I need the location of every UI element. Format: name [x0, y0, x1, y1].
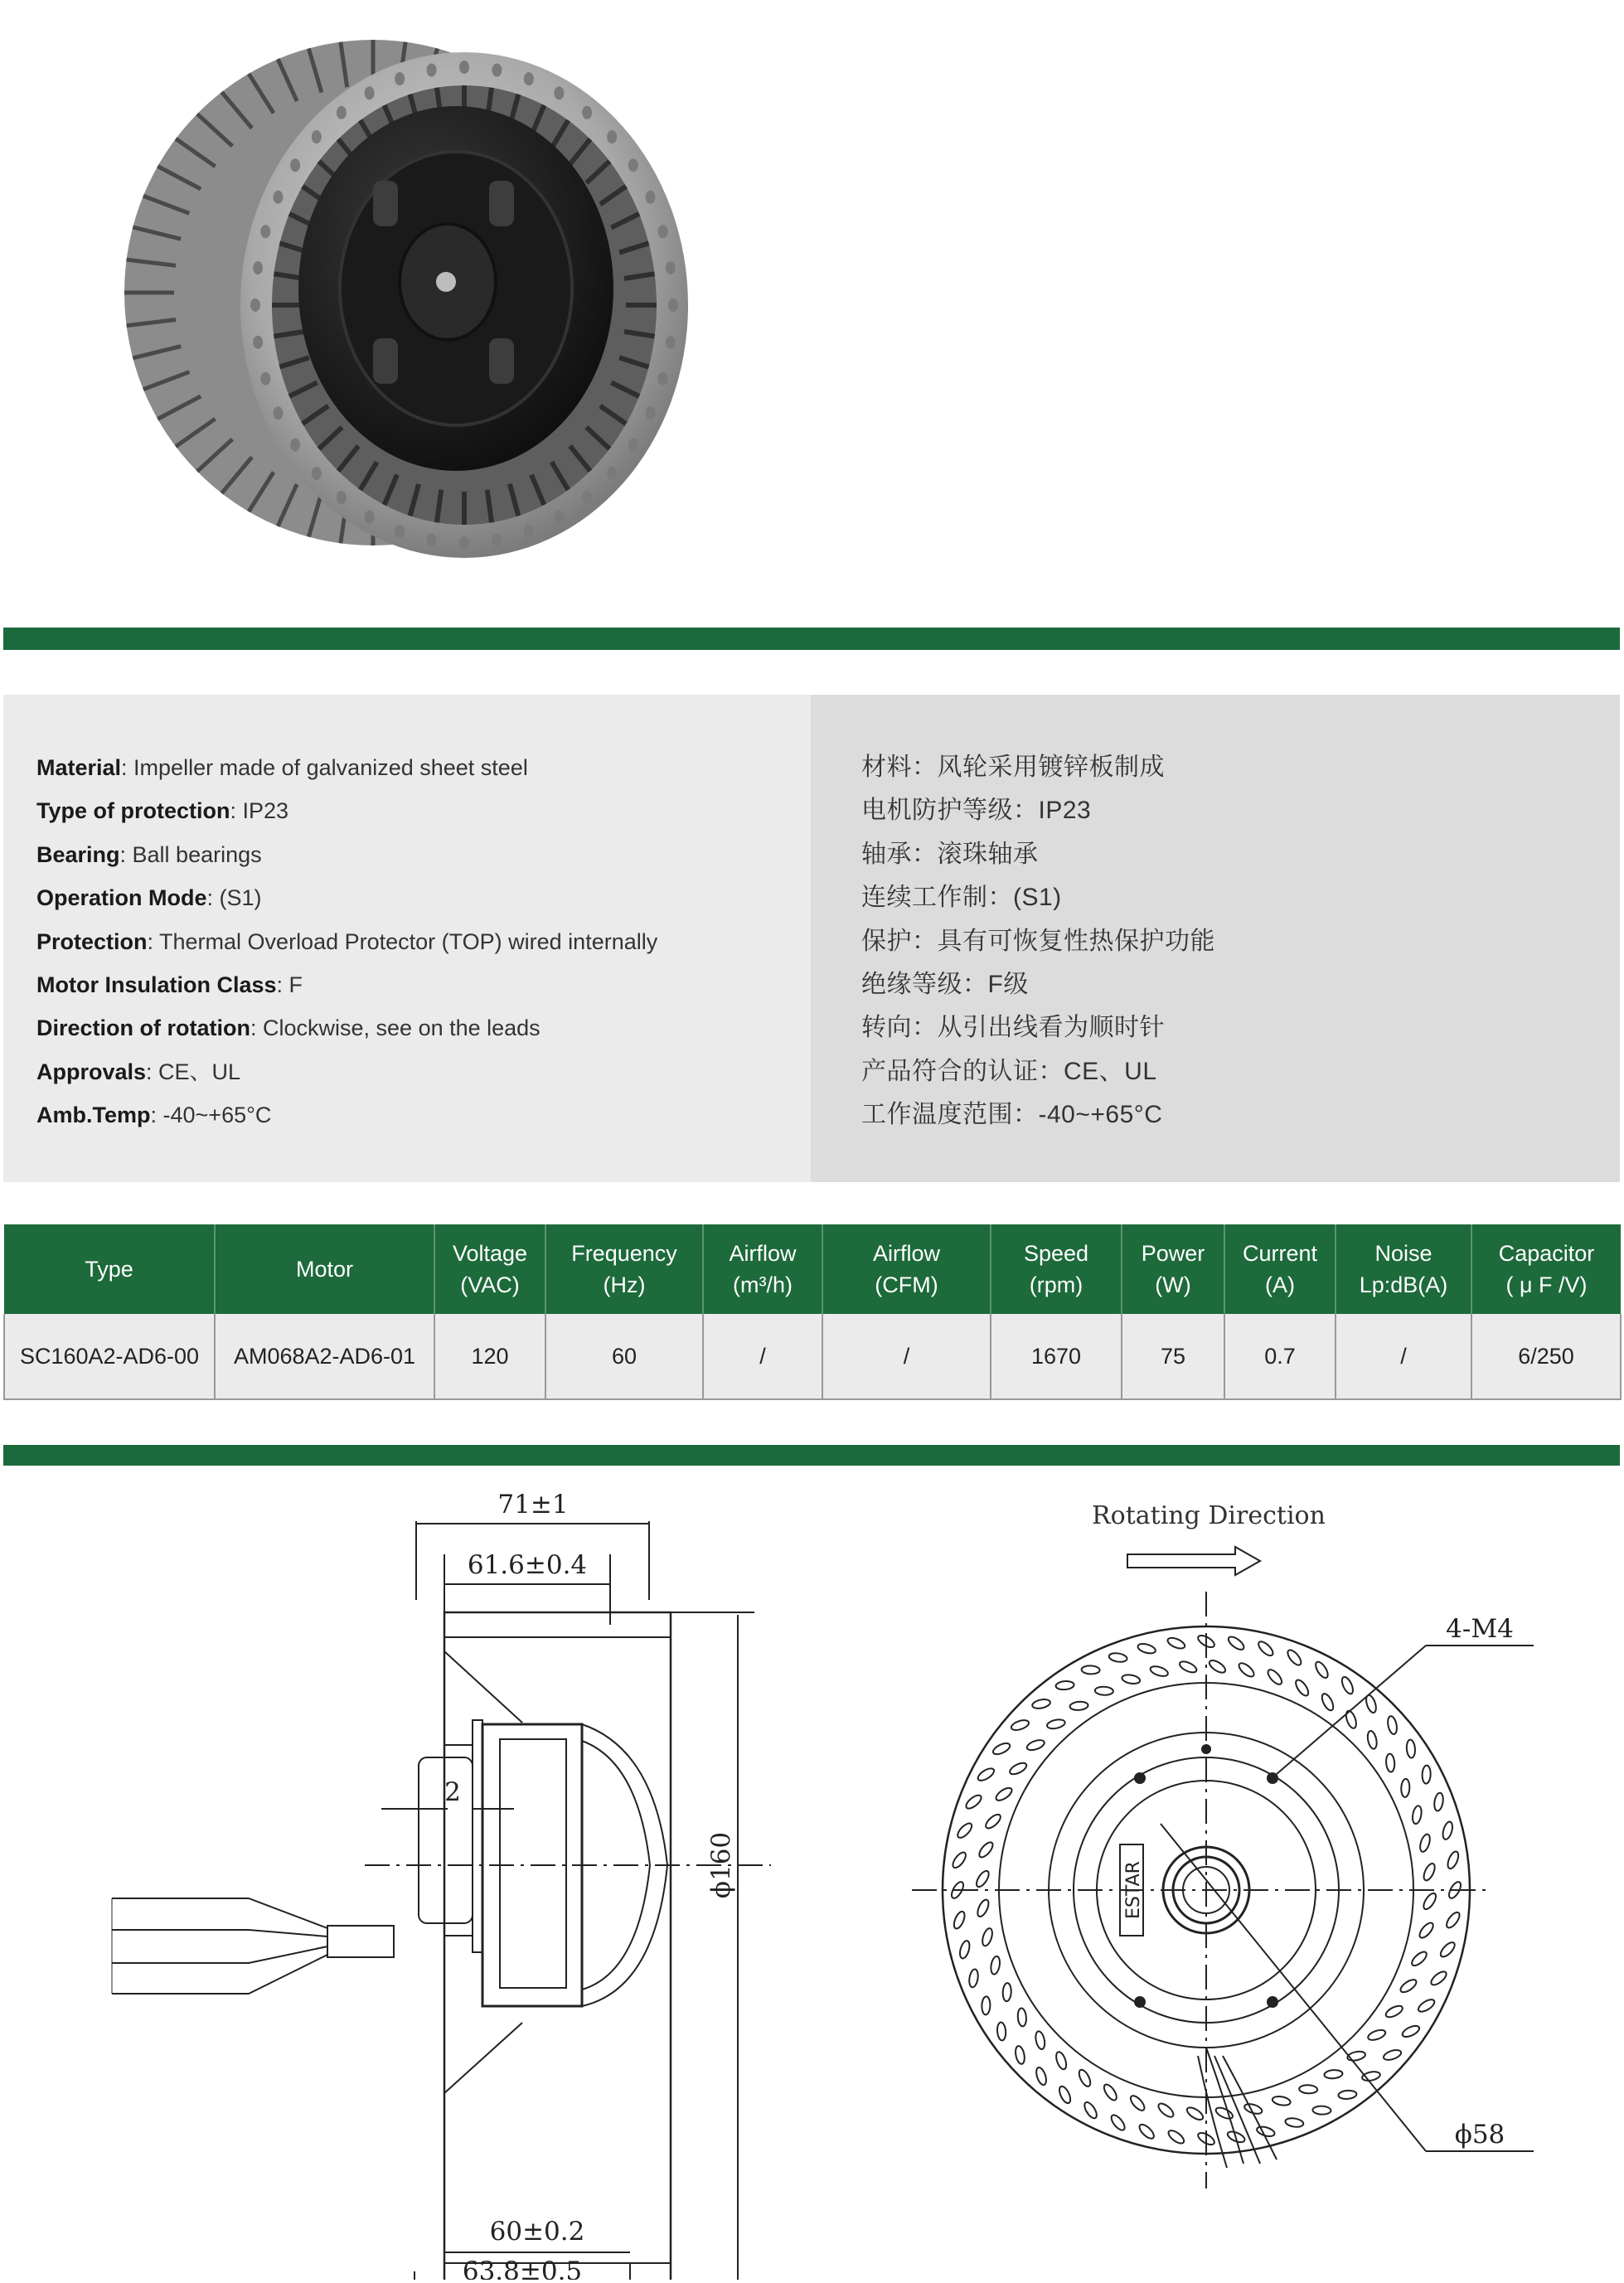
blade-slot [1243, 2102, 1263, 2116]
column-header [1471, 1224, 1621, 1314]
blade-slot [1429, 1970, 1448, 1988]
column-header-line1: Type [85, 1257, 133, 1282]
rivet [666, 336, 676, 349]
rotating-direction-label: Rotating Direction [1092, 1501, 1326, 1530]
table-cell: / [703, 1314, 822, 1399]
rivet [582, 106, 592, 119]
spec-value: : F [276, 972, 303, 997]
spec-item-cn: 产品符合的认证：CE、UL [861, 1057, 1157, 1085]
rivet [395, 72, 405, 85]
column-header-line1: Airflow [872, 1241, 940, 1266]
table-cell: 0.7 [1224, 1314, 1336, 1399]
blade-slot [1418, 1921, 1436, 1940]
spec-value: : -40~+65°C [150, 1103, 272, 1128]
blade-slot [1444, 1910, 1462, 1930]
rivet [628, 439, 638, 452]
blade-slot [951, 1850, 968, 1870]
column-header [1336, 1224, 1471, 1314]
table-cell: / [822, 1314, 991, 1399]
specs-panel-chinese [811, 695, 1620, 1182]
table-cell: AM068A2-AD6-01 [215, 1314, 434, 1399]
spec-item-cn: 绝缘等级：F级 [861, 970, 1029, 998]
spec-item-cn: 材料：风轮采用镀锌板制成 [861, 754, 1165, 781]
rivet [492, 64, 502, 77]
column-header [1122, 1224, 1224, 1314]
blade-slot [994, 1786, 1014, 1803]
spec-label: Approvals [36, 1059, 147, 1084]
column-header-line1: Frequency [571, 1241, 677, 1266]
blade-slot [976, 1766, 996, 1782]
column-header-line1: Noise [1374, 1241, 1433, 1266]
column-header-line2: (A) [1265, 1272, 1295, 1297]
blade-slot [1054, 2051, 1069, 2071]
rivet [554, 86, 564, 99]
column-header-line1: Capacitor [1498, 1241, 1595, 1266]
blade-slot [1082, 2101, 1098, 2121]
column-header [991, 1224, 1122, 1314]
column-header-line2: (rpm) [1029, 1272, 1083, 1297]
dim-length-2: 61.6±0.4 [467, 1550, 588, 1580]
blade-slot [1441, 1820, 1454, 1840]
blade-slot [1285, 2117, 1304, 2128]
spec-value: : CE、UL [146, 1059, 241, 1084]
blade-slot [1313, 1660, 1330, 1680]
column-header-line1: Speed [1023, 1241, 1089, 1266]
rivet [365, 511, 375, 524]
performance-table [3, 1224, 1622, 1400]
rivet [253, 261, 263, 274]
dim-bottom-2: 63.8±0.5 [462, 2256, 583, 2280]
rivet [524, 72, 534, 85]
blade-slot [974, 1869, 991, 1889]
blade-slot [976, 1898, 991, 1918]
rivet [395, 525, 405, 538]
blade-slot [1422, 1862, 1437, 1882]
spec-value: : (S1) [206, 885, 262, 911]
blade-slot [982, 1996, 991, 2014]
blade-slot [981, 1927, 994, 1947]
blade-slot [1340, 1675, 1355, 1695]
blade-slot [1149, 1665, 1169, 1678]
dim-diameter: ϕ160 [706, 1831, 736, 1899]
spec-item-cn: 连续工作制：(S1) [861, 884, 1062, 912]
blade-slot [958, 1940, 972, 1960]
rivet [459, 536, 469, 550]
column-header-line2: (W) [1155, 1272, 1191, 1297]
dim-gap: 2 [444, 1777, 461, 1807]
blade-slot [1055, 1680, 1074, 1690]
blade-slot [1010, 1718, 1030, 1732]
spec-label: Direction of rotation [36, 1015, 250, 1041]
column-header [215, 1224, 434, 1314]
blade-slot [1421, 1892, 1437, 1912]
rivet [312, 467, 322, 480]
blade-slot [1122, 1674, 1141, 1685]
column-header [434, 1224, 545, 1314]
blade-slot [1366, 1730, 1378, 1750]
spec-label: Protection [36, 928, 148, 954]
spec-list-english [36, 746, 657, 1137]
section-divider-top [3, 628, 1620, 650]
blade-slot [1108, 1652, 1127, 1663]
blade-slot [1109, 2113, 1127, 2132]
holes-label: 4-M4 [1446, 1614, 1514, 1644]
column-header [703, 1224, 822, 1314]
specs-panel-english [3, 695, 811, 1182]
rivet [427, 533, 437, 546]
blade-slot [1166, 2128, 1186, 2145]
rivet [290, 439, 300, 452]
spec-item [36, 789, 657, 832]
blade-slot [1446, 1850, 1461, 1870]
blade-slot [1031, 1698, 1051, 1709]
blade-slot [1102, 2082, 1119, 2102]
blade-slot [1095, 1686, 1113, 1695]
blade-slot [1433, 1792, 1444, 1811]
rivet [666, 261, 676, 274]
blade-slot [1046, 1718, 1066, 1730]
rivet [250, 298, 260, 312]
table-cell: SC160A2-AD6-00 [4, 1314, 215, 1399]
rivet [582, 491, 592, 504]
spec-list-chinese [861, 746, 1215, 1137]
blade-slot [1399, 1977, 1418, 1995]
blade-slot [1409, 1950, 1428, 1968]
column-header-line2: (CFM) [875, 1272, 938, 1297]
blade-slot [1214, 2106, 1234, 2121]
column-header-line2: (m³/h) [733, 1272, 793, 1297]
rivet [260, 225, 270, 238]
section-divider-bottom [3, 1445, 1620, 1466]
spec-label: Type of protection [36, 798, 230, 824]
rivet [337, 491, 347, 504]
rivet [668, 298, 678, 312]
table-cell: 75 [1122, 1314, 1224, 1399]
blade-slot [1256, 2125, 1276, 2138]
spec-value: : Clockwise, see on the leads [250, 1015, 541, 1041]
blade-slot [1137, 1642, 1156, 1655]
spec-item-cn: 电机防护等级：IP23 [861, 797, 1092, 825]
blade-slot [1386, 1715, 1398, 1735]
blade-slot [1166, 1636, 1186, 1650]
column-header-line1: Voltage [452, 1241, 528, 1266]
column-header [4, 1224, 215, 1314]
spec-item [36, 746, 657, 789]
dim-bottom-1: 60±0.2 [489, 2217, 585, 2247]
rivet [628, 158, 638, 172]
blade-slot [1286, 1648, 1304, 1667]
blade-slot [1237, 1660, 1256, 1679]
rivet [554, 511, 564, 524]
blade-slot [1128, 2093, 1146, 2112]
spec-item [36, 1093, 657, 1137]
spec-item [36, 1006, 657, 1049]
column-header-line2: ( μ F /V) [1505, 1272, 1588, 1297]
blade-slot [955, 1821, 973, 1840]
blade-slot [1299, 2085, 1317, 2094]
table-cell: / [1336, 1314, 1471, 1399]
rivet [658, 372, 668, 385]
spec-value: : Thermal Overload Protector (TOP) wired internally [147, 928, 658, 954]
blade-slot [1256, 1639, 1275, 1657]
blade-slot [1081, 1665, 1099, 1675]
blade-slot [1057, 2085, 1072, 2105]
product-photo-impeller [99, 15, 730, 595]
blade-slot [1266, 1668, 1284, 1687]
spec-value: : Impeller made of galvanized sheet steel [121, 755, 528, 780]
rivet [459, 61, 469, 74]
spec-item [36, 876, 657, 919]
blade-slot [1406, 1739, 1416, 1758]
spec-item [36, 920, 657, 963]
spec-value: : IP23 [230, 798, 289, 824]
column-header-line1: Power [1141, 1241, 1205, 1266]
blade-slot [1320, 1692, 1336, 1712]
spec-item-cn: 保护：具有可恢复性热保护功能 [861, 927, 1215, 955]
spec-item-cn: 转向：从引出线看为顺时针 [861, 1014, 1165, 1042]
blade-slot [1226, 1635, 1246, 1652]
blade-slot [1017, 2008, 1027, 2027]
blade-slot [1312, 2106, 1331, 2115]
rivet [253, 336, 263, 349]
table-cell: 120 [434, 1314, 545, 1399]
blade-slot [990, 1956, 1001, 1975]
spec-value: : Ball bearings [119, 841, 262, 867]
blade-slot [1077, 2068, 1093, 2088]
blade-slot [1383, 2048, 1403, 2062]
table-cell: 1670 [991, 1314, 1122, 1399]
column-header-line2: (Hz) [603, 1272, 646, 1297]
column-header-line1: Airflow [729, 1241, 797, 1266]
table-row [4, 1314, 1621, 1399]
rivet [260, 372, 270, 385]
blade-slot [1025, 1738, 1045, 1752]
blade-slot [1137, 2122, 1156, 2140]
spec-label: Operation Mode [36, 885, 207, 911]
blade-slot [1293, 1678, 1311, 1698]
column-header-line2: Lp:dB(A) [1359, 1272, 1448, 1297]
blade-slot [1272, 2095, 1291, 2106]
rivet [365, 86, 375, 99]
spec-label: Material [36, 755, 122, 780]
blade-slot [1367, 2028, 1387, 2042]
rivet [646, 191, 656, 204]
blade-slot [1365, 1694, 1378, 1713]
blade-slot [1438, 1940, 1457, 1959]
rivet [427, 64, 437, 77]
blade-slot [1417, 1997, 1437, 2014]
blade-slot [1014, 2045, 1025, 2065]
blade-slot [952, 1910, 967, 1930]
blade-slot [977, 1840, 995, 1859]
blade-slot [1418, 1833, 1432, 1853]
spec-label: Motor Insulation Class [36, 972, 277, 997]
column-header [1224, 1224, 1336, 1314]
rivet [273, 191, 283, 204]
spec-item [36, 963, 657, 1006]
blade-slot [1002, 1983, 1011, 2001]
dim-overall-length: 71±1 [497, 1490, 569, 1520]
blade-slot [1178, 1660, 1198, 1675]
blade-slot [1069, 1701, 1088, 1711]
rivet [607, 130, 617, 143]
blade-slot [1385, 1753, 1395, 1772]
column-header-line2: (VAC) [460, 1272, 520, 1297]
table-cell: 6/250 [1471, 1314, 1621, 1399]
blade-slot [991, 1741, 1011, 1756]
spec-item-cn: 轴承：滚珠轴承 [861, 840, 1039, 868]
blade-slot [996, 2022, 1006, 2041]
blade-slot [1338, 2090, 1357, 2100]
blade-slot [1401, 1779, 1410, 1797]
blade-slot [1008, 1761, 1028, 1776]
rivet [337, 106, 347, 119]
spec-label: Bearing [36, 841, 120, 867]
blade-slot [1344, 1709, 1358, 1729]
hub-diameter-label: ϕ58 [1454, 2120, 1505, 2150]
blade-slot [984, 1812, 1003, 1830]
brand-stamp: ESTAR [1123, 1861, 1144, 1919]
blade-slot [1411, 1806, 1423, 1825]
table-header-row [4, 1224, 1621, 1314]
blade-slot [1208, 1658, 1228, 1675]
spec-label: Amb.Temp [36, 1103, 151, 1128]
blade-slot [1324, 2069, 1343, 2079]
blade-slot [1401, 2024, 1421, 2038]
rivet [273, 406, 283, 419]
column-header [545, 1224, 703, 1314]
spec-item-cn: 工作温度范围：-40~+65°C [861, 1101, 1163, 1129]
blade-slot [968, 1969, 979, 1988]
column-header [822, 1224, 991, 1314]
column-header-line1: Current [1242, 1241, 1318, 1266]
rivet [607, 467, 617, 480]
blade-slot [1035, 2030, 1046, 2050]
rivet [646, 406, 656, 419]
blade-slot [1185, 2105, 1205, 2121]
rivet [492, 533, 502, 546]
blade-slot [1156, 2101, 1176, 2120]
table-cell: 60 [545, 1314, 703, 1399]
rivet [290, 158, 300, 172]
blade-slot [1422, 1765, 1431, 1783]
blade-slot [1035, 2067, 1048, 2087]
rivet [312, 130, 322, 143]
blade-slot [1384, 2004, 1404, 2019]
rivet [524, 525, 534, 538]
column-header-line1: Motor [295, 1257, 354, 1282]
rivet [658, 225, 668, 238]
spec-item [36, 1050, 657, 1093]
technical-drawing [83, 1476, 1608, 2280]
blade-slot [964, 1793, 983, 1811]
spec-item [36, 833, 657, 876]
